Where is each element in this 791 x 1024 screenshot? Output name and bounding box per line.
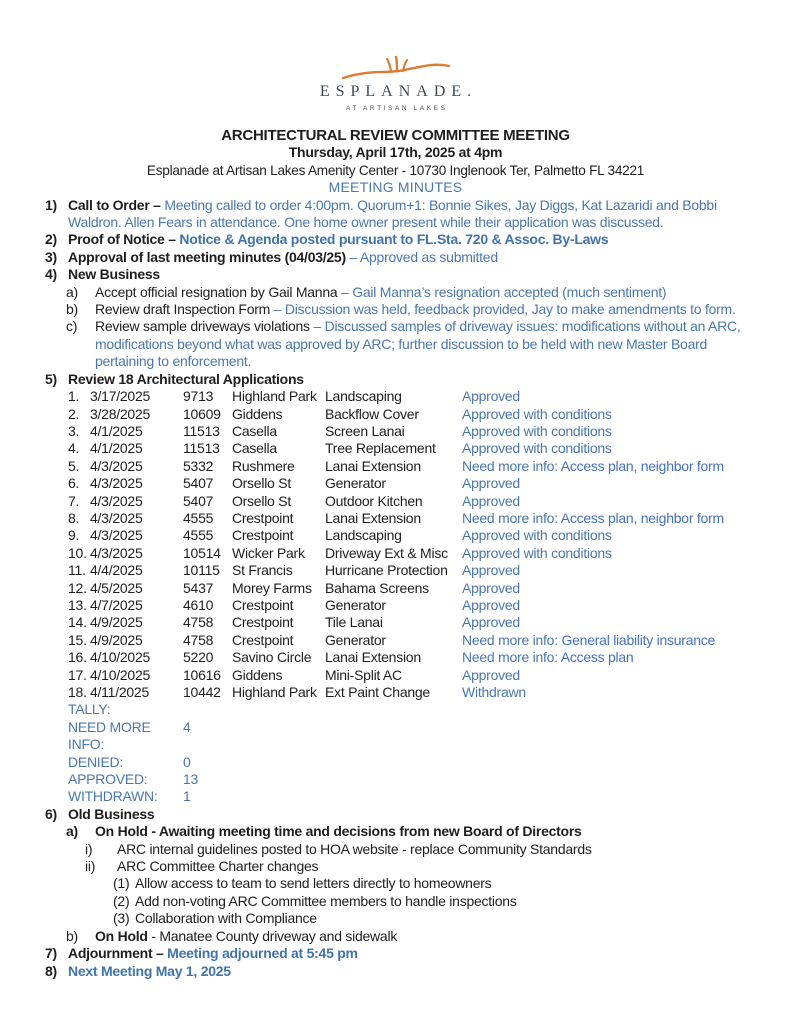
- app-row-id: 10115: [183, 562, 220, 579]
- app-row-street: Rushmere: [232, 457, 295, 474]
- applications-list: [68, 388, 746, 701]
- app-row-id: 11513: [183, 440, 220, 457]
- app-row-id: 5332: [183, 457, 214, 474]
- app-row-type: Bahama Screens: [325, 579, 429, 596]
- item-number: b): [66, 301, 78, 318]
- app-row-status: [462, 632, 746, 649]
- agenda-item-next-meeting: [45, 963, 746, 980]
- app-row-date: 4/4/2025: [90, 562, 143, 579]
- logo-brand-text: ESPLANADE.: [319, 83, 478, 100]
- tally-row: [68, 754, 746, 771]
- item-number: 2): [45, 231, 57, 248]
- new-business-sub-b: [45, 301, 746, 318]
- logo-swoosh-icon: [341, 56, 451, 82]
- app-row-status: [462, 388, 746, 405]
- app-row-id: 10442: [183, 684, 221, 700]
- tally-value: 0: [183, 753, 191, 770]
- app-row-date: 4/10/2025: [90, 666, 151, 683]
- tally-value: 1: [183, 788, 191, 805]
- tally-label: WITHDRAWN:: [68, 788, 158, 805]
- app-row-id: 10609: [183, 405, 221, 422]
- application-row: [68, 493, 746, 510]
- document-header: [0, 127, 791, 197]
- app-row-id: 10514: [183, 544, 221, 561]
- app-row-id: 11513: [183, 422, 220, 439]
- app-row-date: 4/9/2025: [90, 614, 143, 631]
- app-row-id: 5437: [183, 579, 214, 596]
- app-row-number: 17.: [68, 666, 87, 683]
- charter-change-1: [45, 875, 746, 892]
- application-row: [68, 684, 746, 701]
- item-number: 4): [45, 266, 57, 283]
- app-row-number: 12.: [68, 579, 87, 596]
- app-row-id: 4555: [183, 509, 214, 526]
- item-text: Collaboration with Compliance: [135, 910, 317, 927]
- app-row-number: 6.: [68, 475, 80, 492]
- app-row-status-detail: Access plan: [557, 649, 634, 666]
- app-row-status: [462, 684, 746, 701]
- app-row-street: Savino Circle: [232, 649, 312, 666]
- app-row-type: Tile Lanai: [325, 614, 383, 631]
- app-row-date: 3/17/2025: [90, 388, 151, 405]
- app-row-date: 4/7/2025: [90, 596, 143, 613]
- application-row: [68, 614, 746, 631]
- item-label: Review 18 Architectural Applications: [68, 370, 304, 387]
- app-row-street: Giddens: [232, 666, 283, 683]
- app-row-type: Generator: [325, 596, 386, 613]
- app-row-id: 10616: [183, 666, 221, 683]
- item-label: Old Business: [68, 805, 155, 822]
- app-row-street: Morey Farms: [232, 579, 312, 596]
- app-row-status-text: Withdrawn: [462, 684, 526, 700]
- tally-label: NEED MORE INFO:: [68, 718, 151, 753]
- app-row-type: Backflow Cover: [325, 405, 419, 422]
- app-row-status-detail: Access plan, neighbor form: [557, 509, 724, 526]
- agenda-item-approval-of-minutes: [45, 249, 746, 266]
- item-text: Add non-voting ARC Committee members to handle inspections: [135, 892, 517, 909]
- app-row-status-text: Approved: [462, 579, 520, 596]
- application-row: [68, 527, 746, 544]
- item-label: Accept official resignation by Gail Manna: [95, 283, 342, 300]
- app-row-status: [462, 475, 746, 492]
- app-row-street: Highland Park: [232, 388, 317, 405]
- app-row-date: 4/3/2025: [90, 527, 143, 544]
- app-row-type: Hurricane Protection: [325, 562, 448, 579]
- app-row-status-text: Approved with conditions: [462, 405, 612, 422]
- app-row-status: [462, 649, 746, 666]
- doc-type-label: MEETING MINUTES: [328, 179, 463, 196]
- tally-section: [68, 701, 746, 805]
- app-row-status: [462, 545, 746, 562]
- item-number: 7): [45, 945, 57, 962]
- app-row-id: 4758: [183, 614, 214, 631]
- application-row: [68, 440, 746, 457]
- application-row: [68, 649, 746, 666]
- app-row-number: 11.: [68, 562, 86, 579]
- old-business-sub-a-i: [45, 841, 746, 858]
- app-row-number: 18.: [68, 684, 87, 700]
- app-row-status-text: Need more info:: [462, 457, 558, 474]
- application-row: [68, 580, 746, 597]
- item-number: a): [66, 823, 78, 840]
- item-detail: Notice & Agenda posted pursuant to FL.Sta. 720 & Assoc. By-Laws: [179, 231, 609, 248]
- app-row-status-text: Need more info:: [462, 509, 558, 526]
- app-row-type: Landscaping: [325, 388, 402, 405]
- tally-title: TALLY:: [68, 701, 111, 718]
- app-row-status: [462, 493, 746, 510]
- agenda-item-adjournment: [45, 945, 746, 962]
- app-row-street: Casella: [232, 440, 277, 457]
- app-row-status: [462, 562, 746, 579]
- app-row-date: 4/9/2025: [90, 631, 143, 648]
- agenda-item-applications: [45, 371, 746, 388]
- meeting-datetime: Thursday, April 17th, 2025 at 4pm: [288, 144, 503, 161]
- item-detail: Meeting called to order 4:00pm. Quorum+1: Bonnie Sikes, Jay Diggs, Kat Lazaridi and Bobbi Waldron. Allen Fears in attendance. One home owner present while their application was discussed.: [68, 196, 717, 231]
- tally-rows: [68, 719, 746, 806]
- app-row-status: [462, 527, 746, 544]
- app-row-street: Crestpoint: [232, 509, 294, 526]
- app-row-number: 8.: [68, 509, 80, 526]
- item-label: Review draft Inspection Form: [95, 301, 274, 318]
- item-detail: Meeting adjourned at 5:45 pm: [167, 945, 358, 962]
- application-row: [68, 510, 746, 527]
- app-row-number: 15.: [68, 631, 87, 648]
- item-number: 8): [45, 962, 57, 979]
- app-row-number: 13.: [68, 596, 87, 613]
- application-row: [68, 406, 746, 423]
- app-row-date: 4/3/2025: [90, 509, 143, 526]
- app-row-number: 2.: [68, 405, 80, 422]
- item-text: ARC internal guidelines posted to HOA website - replace Community Standards: [117, 840, 592, 857]
- tally-label: APPROVED:: [68, 771, 148, 788]
- application-row: [68, 562, 746, 579]
- app-row-type: Generator: [325, 475, 386, 492]
- item-label: Review sample driveways violations: [95, 318, 314, 335]
- app-row-street: Crestpoint: [232, 614, 294, 631]
- app-row-type: Generator: [325, 631, 386, 648]
- app-row-date: 3/28/2025: [90, 405, 151, 422]
- item-number: 6): [45, 805, 57, 822]
- app-row-street: Giddens: [232, 405, 283, 422]
- application-row: [68, 597, 746, 614]
- app-row-status: [462, 667, 746, 684]
- item-detail: – Discussed samples of driveway issues: modifications without an ARC, modifications beyond what was approved by ARC; further discussion to be held with new Master Board pertaining to enforcement.: [95, 318, 741, 370]
- app-row-id: 9713: [183, 388, 214, 405]
- tally-value: 13: [183, 771, 199, 788]
- item-text: ARC Committee Charter changes: [117, 858, 319, 875]
- app-row-type: Outdoor Kitchen: [325, 492, 423, 509]
- app-row-street: Highland Park: [232, 684, 317, 700]
- app-row-date: 4/3/2025: [90, 475, 143, 492]
- app-row-status-text: Need more info:: [462, 649, 558, 666]
- app-row-status-text: Approved: [462, 562, 520, 579]
- app-row-type: Lanai Extension: [325, 457, 421, 474]
- app-row-status: [462, 580, 746, 597]
- item-number: c): [66, 318, 78, 335]
- tally-row: [68, 719, 746, 754]
- app-row-status: [462, 614, 746, 631]
- app-row-status: [462, 597, 746, 614]
- new-business-sub-a: [45, 284, 746, 301]
- app-row-type: Driveway Ext & Misc: [325, 544, 448, 561]
- app-row-street: Casella: [232, 422, 277, 439]
- app-row-number: 3.: [68, 422, 80, 439]
- item-number: b): [66, 927, 78, 944]
- app-row-type: Screen Lanai: [325, 422, 405, 439]
- item-number: (3): [113, 910, 130, 927]
- item-detail: – Gail Manna’s resignation accepted (much sentiment): [341, 283, 667, 300]
- item-number: a): [66, 283, 78, 300]
- app-row-type: Lanai Extension: [325, 649, 421, 666]
- app-row-type: Ext Paint Change: [325, 684, 430, 700]
- app-row-type: Mini-Split AC: [325, 666, 402, 683]
- app-row-id: 5220: [183, 649, 214, 666]
- app-row-number: 1.: [68, 388, 80, 405]
- item-number: 3): [45, 248, 57, 265]
- app-row-status: [462, 510, 746, 527]
- tally-row: [68, 771, 746, 788]
- application-row: [68, 475, 746, 492]
- item-label: On Hold - Awaiting meeting time and decisions from new Board of Directors: [95, 823, 582, 840]
- app-row-date: 4/3/2025: [90, 492, 143, 509]
- app-row-street: Orsello St: [232, 492, 291, 509]
- app-row-status-text: Approved with conditions: [462, 544, 612, 561]
- item-number: (1): [113, 875, 130, 892]
- app-row-status-text: Approved: [462, 475, 520, 492]
- app-row-status-detail: Access plan, neighbor form: [557, 457, 724, 474]
- item-label: Approval of last meeting minutes (04/03/25): [68, 248, 350, 265]
- app-row-id: 4610: [183, 596, 214, 613]
- item-number: 5): [45, 370, 57, 387]
- app-row-date: 4/1/2025: [90, 422, 143, 439]
- item-label: Adjournment –: [68, 945, 168, 962]
- app-row-status-text: Approved: [462, 388, 520, 405]
- app-row-status-text: Approved with conditions: [462, 422, 612, 439]
- app-row-street: Crestpoint: [232, 527, 294, 544]
- item-text: Allow access to team to send letters directly to homeowners: [135, 875, 492, 892]
- logo-tagline: AT ARTISAN LAKES: [346, 105, 448, 112]
- app-row-number: 10.: [68, 544, 87, 561]
- app-row-status-text: Approved with conditions: [462, 527, 612, 544]
- item-label: Proof of Notice –: [68, 231, 180, 248]
- item-label: New Business: [68, 266, 160, 283]
- app-row-id: 4758: [183, 631, 214, 648]
- tally-label: DENIED:: [68, 753, 124, 770]
- item-number: ii): [85, 858, 96, 875]
- app-row-status: [462, 440, 746, 457]
- app-row-status-text: Approved: [462, 596, 520, 613]
- item-label: On Hold: [95, 927, 148, 944]
- app-row-date: 4/1/2025: [90, 440, 143, 457]
- app-row-street: Crestpoint: [232, 596, 294, 613]
- item-number: 1): [45, 196, 57, 213]
- old-business-sub-a: [45, 823, 746, 840]
- app-row-date: 4/5/2025: [90, 579, 143, 596]
- app-row-street: Crestpoint: [232, 631, 294, 648]
- agenda-item-proof-of-notice: [45, 231, 746, 248]
- meeting-location: Esplanade at Artisan Lakes Amenity Center - 10730 Inglenook Ter, Palmetto FL 34221: [146, 162, 645, 178]
- app-row-type: Lanai Extension: [325, 509, 421, 526]
- item-detail: – Discussion was held, feedback provided, Jay to make amendments to form.: [273, 301, 736, 318]
- tally-value: 4: [183, 718, 191, 735]
- app-row-status: [462, 406, 746, 423]
- app-row-status-text: Approved: [462, 492, 520, 509]
- app-row-status: [462, 458, 746, 475]
- app-row-status: [462, 423, 746, 440]
- tally-title-row: [68, 701, 746, 718]
- app-row-id: 5407: [183, 492, 214, 509]
- app-row-id: 5407: [183, 475, 214, 492]
- item-number: i): [85, 840, 93, 857]
- app-row-type: Landscaping: [325, 527, 402, 544]
- agenda-item-new-business: [45, 266, 746, 283]
- app-row-number: 7.: [68, 492, 80, 509]
- charter-change-3: [45, 910, 746, 927]
- app-row-type: Tree Replacement: [325, 440, 436, 457]
- item-label: Call to Order –: [68, 196, 165, 213]
- app-row-id: 4555: [183, 527, 214, 544]
- app-row-date: 4/3/2025: [90, 457, 143, 474]
- agenda-item-call-to-order: [45, 197, 746, 232]
- agenda-body: [0, 197, 791, 980]
- old-business-sub-b: [45, 928, 746, 945]
- app-row-date: 4/11/2025: [90, 684, 149, 700]
- app-row-status-text: Approved: [462, 614, 520, 631]
- old-business-sub-a-ii: [45, 858, 746, 875]
- application-row: [68, 388, 746, 405]
- app-row-number: 4.: [68, 440, 80, 457]
- app-row-number: 16.: [68, 649, 87, 666]
- app-row-street: Wicker Park: [232, 544, 305, 561]
- app-row-number: 9.: [68, 527, 80, 544]
- app-row-number: 14.: [68, 614, 87, 631]
- app-row-status-detail: General liability insurance: [557, 631, 716, 648]
- application-row: [68, 545, 746, 562]
- app-row-street: St Francis: [232, 562, 293, 579]
- app-row-status-text: Approved with conditions: [462, 440, 612, 457]
- application-row: [68, 458, 746, 475]
- tally-row: [68, 788, 746, 805]
- application-row: [68, 423, 746, 440]
- new-business-sub-c: [45, 318, 746, 370]
- item-detail: - Manatee County driveway and sidewalk: [147, 927, 398, 944]
- esplanade-logo: [0, 56, 791, 114]
- item-detail: – Approved as submitted: [349, 248, 498, 265]
- item-detail: Next Meeting May 1, 2025: [68, 962, 231, 979]
- app-row-street: Orsello St: [232, 475, 291, 492]
- app-row-status-text: Approved: [462, 666, 520, 683]
- app-row-number: 5.: [68, 457, 80, 474]
- agenda-item-old-business: [45, 806, 746, 823]
- item-number: (2): [113, 892, 130, 909]
- app-row-date: 4/3/2025: [90, 544, 143, 561]
- application-row: [68, 632, 746, 649]
- app-row-status-text: Need more info:: [462, 631, 558, 648]
- app-row-date: 4/10/2025: [90, 649, 151, 666]
- application-row: [68, 667, 746, 684]
- charter-change-2: [45, 893, 746, 910]
- page-title: ARCHITECTURAL REVIEW COMMITTEE MEETING: [221, 127, 570, 144]
